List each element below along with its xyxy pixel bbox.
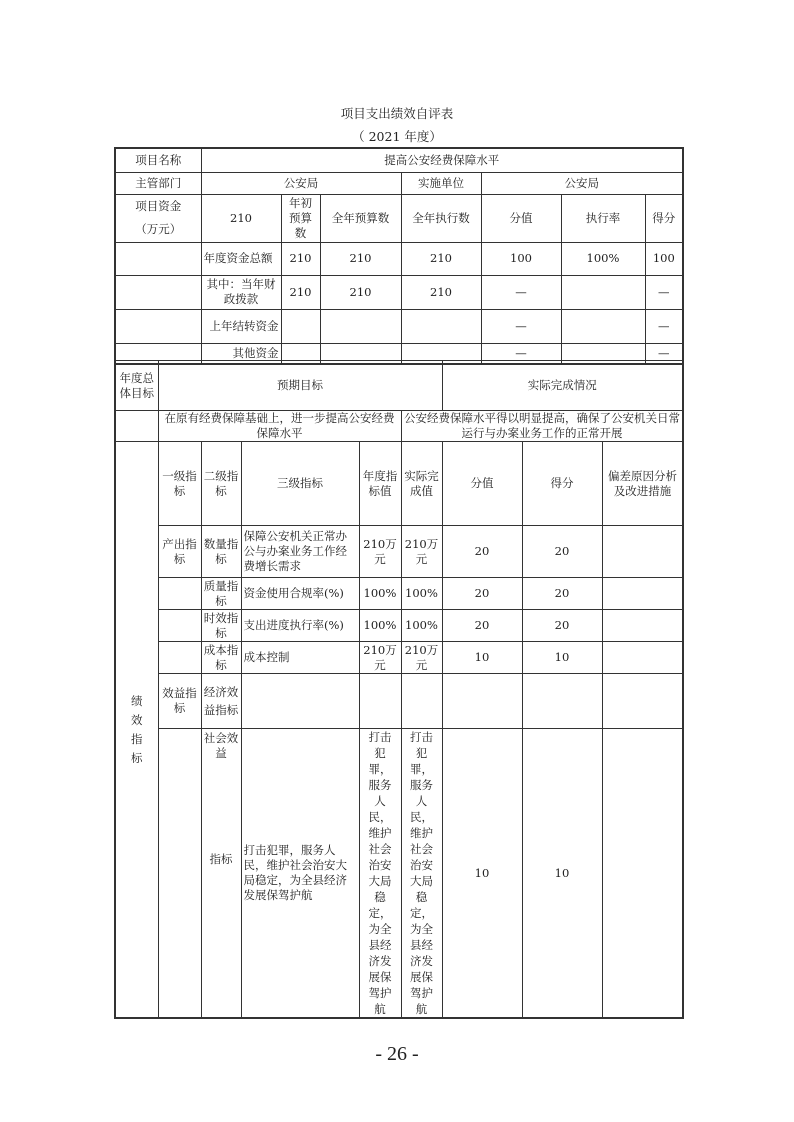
funds-header-row [115, 194, 683, 242]
header-actual: 实际完成值 [401, 442, 442, 526]
funds-table [114, 147, 684, 365]
section-label: 绩效指标 [131, 693, 143, 765]
empty-cell [115, 309, 201, 343]
fund-score: — [645, 309, 683, 343]
indicator-l3: 资金使用合规率(%) [241, 578, 359, 610]
fund-label: 年度资金总额 [201, 242, 281, 275]
indicator-l1 [158, 729, 201, 1019]
indicator-actual [401, 674, 442, 729]
funds-row [115, 275, 683, 309]
funds-row [115, 309, 683, 343]
indicator-l1: 产出指标 [158, 526, 201, 578]
actual-header: 实际完成情况 [442, 361, 683, 411]
section-label-cell [115, 442, 158, 1019]
indicator-l3: 打击犯罪，服务人民，维护社会治安大局稳定，为全县经济发展保驾护航 [241, 729, 359, 1019]
indicator-l1 [158, 642, 201, 674]
fund-executed [401, 309, 481, 343]
indicator-score: 20 [522, 526, 602, 578]
fund-initial: 210 [281, 275, 320, 309]
goals-indicators-table [114, 360, 684, 1019]
fund-rate [561, 309, 645, 343]
header-annual: 全年预算数 [320, 194, 401, 242]
impl-label: 实施单位 [401, 172, 481, 194]
header-target: 年度指标值 [359, 442, 401, 526]
indicator-l2: 成本指标 [201, 642, 241, 674]
indicator-score: 20 [522, 610, 602, 642]
indicator-score-value: 20 [442, 526, 522, 578]
goals-header-row [115, 361, 683, 411]
fund-rate: 100% [561, 242, 645, 275]
fund-label: 其中：当年财政拨款 [201, 275, 281, 309]
indicator-row [115, 578, 683, 610]
funds-label: 项目资金 [135, 199, 182, 213]
indicator-score-value: 20 [442, 578, 522, 610]
indicator-score: 10 [522, 642, 602, 674]
header-score-value: 分值 [481, 194, 561, 242]
indicator-l1 [158, 578, 201, 610]
indicator-l2-top: 社会效益 [203, 731, 239, 760]
fund-score: — [645, 343, 683, 364]
indicator-score-value [442, 674, 522, 729]
fund-score: 100 [645, 242, 683, 275]
indicator-actual: 100% [401, 578, 442, 610]
fund-annual [320, 309, 401, 343]
goals-content-row [115, 411, 683, 442]
indicator-remark [602, 578, 683, 610]
empty-cell [115, 275, 201, 309]
document-title: 项目支出绩效自评表 [340, 106, 454, 121]
indicator-target: 100% [359, 610, 401, 642]
indicator-row [115, 610, 683, 642]
indicator-l2: 时效指标 [201, 610, 241, 642]
indicator-score: 20 [522, 578, 602, 610]
indicator-target: 100% [359, 578, 401, 610]
fund-score-value: — [481, 343, 561, 364]
indicator-target: 打击犯罪，服务人民，维护社会治安大局稳定，为全县经济发展保驾护航 [359, 729, 401, 1019]
indicator-l3: 成本控制 [241, 642, 359, 674]
indicator-actual: 210万元 [401, 642, 442, 674]
indicator-actual: 打击犯罪，服务人民，维护社会治安大局稳定，为全县经济发展保驾护航 [401, 729, 442, 1019]
indicator-remark [602, 729, 683, 1019]
expected-header: 预期目标 [158, 361, 442, 411]
indicator-l2-cell [201, 729, 241, 1019]
fund-score-value: — [481, 275, 561, 309]
funds-row [115, 242, 683, 275]
header-initial: 年初预算数 [281, 194, 320, 242]
header-score-value: 分值 [442, 442, 522, 526]
funds-total: 210 [201, 194, 281, 242]
fund-label: 其他资金 [201, 343, 281, 364]
project-name-row [115, 148, 683, 172]
indicator-score: 10 [522, 729, 602, 1019]
year-line: （ 2021 年度） [352, 129, 442, 144]
indicator-l1: 效益指标 [158, 674, 201, 729]
funds-unit: （万元） [135, 222, 182, 236]
actual-text: 公安经费保障水平得以明显提高，确保了公安机关日常运行与办案业务工作的正常开展 [401, 411, 683, 442]
fund-score-value: — [481, 309, 561, 343]
indicator-remark [602, 610, 683, 642]
indicators-header-row [115, 442, 683, 526]
page-number: - 26 - [375, 1043, 419, 1065]
indicator-row [115, 729, 683, 1019]
expected-text: 在原有经费保障基础上，进一步提高公安经费保障水平 [158, 411, 401, 442]
indicator-l1 [158, 610, 201, 642]
indicator-actual: 210万元 [401, 526, 442, 578]
header-remark: 偏差原因分析及改进措施 [602, 442, 683, 526]
indicator-score [522, 674, 602, 729]
header-executed: 全年执行数 [401, 194, 481, 242]
fund-executed: 210 [401, 242, 481, 275]
fund-rate [561, 275, 645, 309]
indicator-l2: 数量指标 [201, 526, 241, 578]
indicator-l2: 质量指标 [201, 578, 241, 610]
funds-label-cell [115, 194, 201, 242]
indicator-l2-bottom: 指标 [209, 852, 233, 866]
indicator-l3 [241, 674, 359, 729]
project-name-label: 项目名称 [115, 148, 201, 172]
dept-label: 主管部门 [115, 172, 201, 194]
fund-annual: 210 [320, 275, 401, 309]
indicator-l3: 支出进度执行率(%) [241, 610, 359, 642]
header-l1: 一级指标 [158, 442, 201, 526]
header-l2: 二级指标 [201, 442, 241, 526]
fund-score-value: 100 [481, 242, 561, 275]
indicator-score-value: 10 [442, 642, 522, 674]
impl-value: 公安局 [481, 172, 683, 194]
indicator-score-value: 20 [442, 610, 522, 642]
indicator-score-value: 10 [442, 729, 522, 1019]
empty-cell [115, 411, 158, 442]
fund-initial [281, 309, 320, 343]
indicator-row [115, 674, 683, 729]
indicator-l2: 经济效益指标 [201, 674, 241, 729]
fund-annual: 210 [320, 242, 401, 275]
indicator-actual: 100% [401, 610, 442, 642]
project-name-value: 提高公安经费保障水平 [201, 148, 683, 172]
dept-value: 公安局 [201, 172, 401, 194]
dept-row [115, 172, 683, 194]
fund-executed: 210 [401, 275, 481, 309]
empty-cell [115, 242, 201, 275]
header-score: 得分 [522, 442, 602, 526]
header-score: 得分 [645, 194, 683, 242]
fund-initial: 210 [281, 242, 320, 275]
goals-label: 年度总体目标 [115, 361, 158, 411]
indicator-target: 210万元 [359, 642, 401, 674]
indicator-remark [602, 674, 683, 729]
header-l3: 三级指标 [241, 442, 359, 526]
indicator-row [115, 526, 683, 578]
indicator-row [115, 642, 683, 674]
fund-score: — [645, 275, 683, 309]
fund-label: 上年结转资金 [201, 309, 281, 343]
indicator-remark [602, 526, 683, 578]
indicator-target [359, 674, 401, 729]
indicator-remark [602, 642, 683, 674]
header-rate: 执行率 [561, 194, 645, 242]
indicator-target: 210万元 [359, 526, 401, 578]
indicator-l3: 保障公安机关正常办公与办案业务工作经费增长需求 [241, 526, 359, 578]
